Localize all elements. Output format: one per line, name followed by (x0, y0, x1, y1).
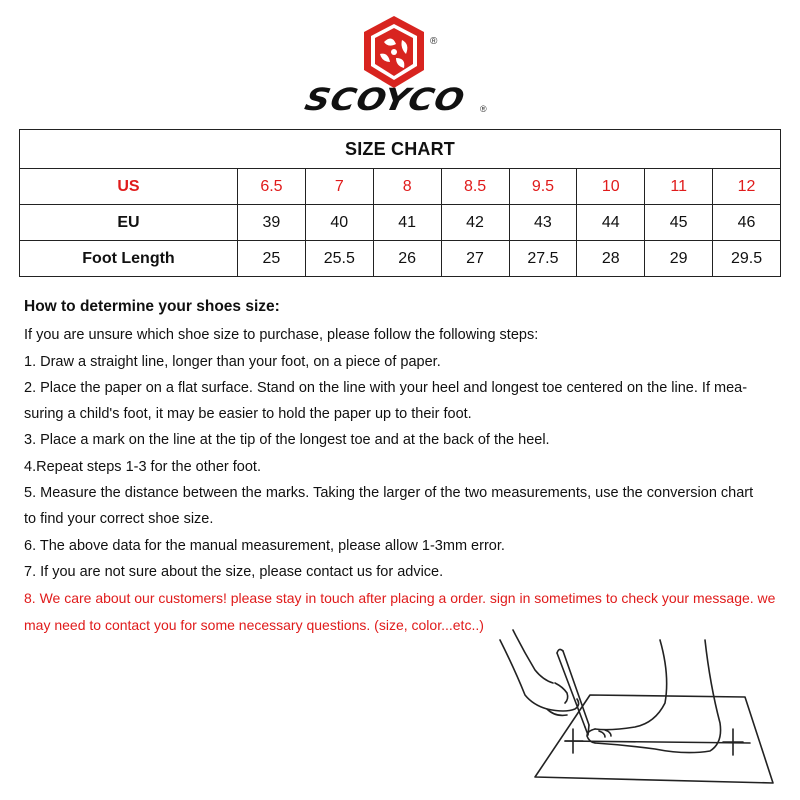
table-cell: 29 (645, 241, 713, 277)
instruction-step: to find your correct shoe size. (24, 511, 214, 528)
table-cell: 25.5 (305, 241, 373, 277)
row-label-foot-length: Foot Length (20, 241, 238, 277)
instruction-step: 7. If you are not sure about the size, please contact us for advice. (24, 563, 444, 580)
instruction-step: suring a child's foot, it may be easier to hold the paper up to their foot. (24, 406, 472, 423)
table-cell: 25 (238, 241, 306, 277)
instruction-step: 6. The above data for the manual measurement, please allow 1-3mm error. (24, 537, 505, 554)
table-cell: 43 (509, 205, 577, 241)
brand-logo (0, 0, 800, 125)
instruction-step: 4.Repeat steps 1-3 for the other foot. (24, 458, 261, 475)
table-cell: 26 (373, 241, 441, 277)
wordmark-registered-mark: ® (480, 104, 487, 114)
registered-mark: ® (430, 36, 438, 47)
table-cell: 40 (305, 205, 373, 241)
table-cell: 28 (577, 241, 645, 277)
instruction-step: 3. Place a mark on the line at the tip of the longest toe and at the back of the heel. (24, 432, 550, 449)
instruction-step: 5. Measure the distance between the marks. Taking the larger of the two measurements, use the conversion chart (24, 485, 754, 502)
size-chart-title-row (20, 130, 781, 169)
table-cell: 45 (645, 205, 713, 241)
sizing-instructions (24, 294, 784, 638)
size-chart-table (19, 129, 781, 277)
table-cell: 6.5 (238, 169, 306, 205)
table-cell: 27 (441, 241, 509, 277)
table-row-us (20, 169, 781, 205)
table-row-eu (20, 205, 781, 241)
instruction-step: 1. Draw a straight line, longer than your foot, on a piece of paper. (24, 353, 441, 370)
row-label-eu: EU (20, 205, 238, 241)
table-cell: 9.5 (509, 169, 577, 205)
scoyco-emblem-icon (358, 14, 430, 90)
instructions-intro: If you are unsure which shoe size to purchase, please follow the following steps: (24, 327, 539, 344)
table-cell: 27.5 (509, 241, 577, 277)
table-cell: 8 (373, 169, 441, 205)
instruction-step: 2. Place the paper on a flat surface. Stand on the line with your heel and longest toe centered on the line. If mea- (24, 379, 748, 396)
foot-measuring-illustration-icon (495, 625, 785, 800)
table-cell: 11 (645, 169, 713, 205)
size-chart-title: SIZE CHART (20, 130, 781, 169)
row-label-us: US (20, 169, 238, 205)
table-cell: 8.5 (441, 169, 509, 205)
table-cell: 46 (713, 205, 781, 241)
table-cell: 10 (577, 169, 645, 205)
table-cell: 29.5 (713, 241, 781, 277)
table-cell: 39 (238, 205, 306, 241)
brand-wordmark: SCOYCO (301, 82, 469, 118)
instructions-heading: How to determine your shoes size: (24, 298, 280, 315)
table-cell: 12 (713, 169, 781, 205)
customer-notice: may need to contact you for some necessary questions. (size, color...etc..) (24, 616, 484, 633)
table-cell: 44 (577, 205, 645, 241)
table-cell: 41 (373, 205, 441, 241)
table-cell: 42 (441, 205, 509, 241)
table-cell: 7 (305, 169, 373, 205)
customer-notice: 8. We care about our customers! please stay in touch after placing a order. sign in sometimes to check your message. we (24, 590, 776, 607)
table-row-foot-length (20, 241, 781, 277)
